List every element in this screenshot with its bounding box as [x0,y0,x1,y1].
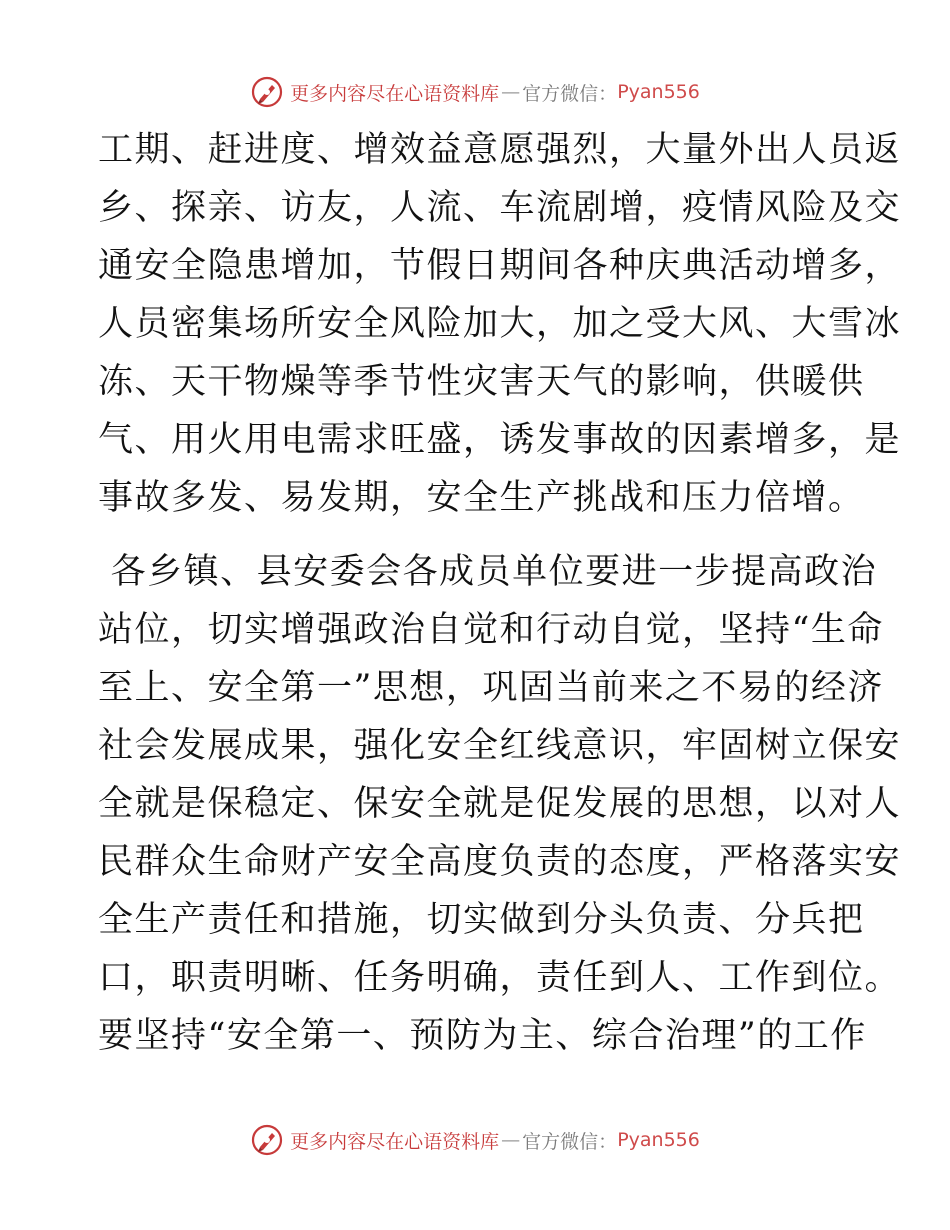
text-line: 至上、安全第一”思想，巩固当前来之不易的经济 [98,668,884,708]
banner-wechat-label: 官方微信： [522,1130,618,1153]
pen-logo-icon [250,75,284,109]
text-line: 各乡镇、县安委会各成员单位要进一步提高政治 [98,552,878,592]
text-line: 工期、赶进度、增效益意愿强烈，大量外出人员返 [98,130,902,170]
banner-wechat-id: Pyan556 [617,1129,700,1151]
text-line: 社会发展成果，强化安全红线意识，牢固树立保安 [98,726,902,766]
text-line: 通安全隐患增加，节假日期间各种庆典活动增多， [98,246,902,286]
banner-separator: — [501,81,521,103]
banner-wechat-id: Pyan556 [617,81,700,103]
text-line: 民群众生命财产安全高度负责的态度，严格落实安 [98,842,902,882]
banner-separator: — [501,1129,521,1151]
banner-wechat-label: 官方微信： [522,82,618,105]
text-line: 乡、探亲、访友，人流、车流剧增，疫情风险及交 [98,188,902,228]
text-line: 要坚持“安全第一、预防为主、综合治理”的工作 [98,1016,867,1056]
text-line: 口，职责明晰、任务明确，责任到人、工作到位。 [98,958,902,998]
document-body [98,121,902,1065]
pen-logo-icon [250,1123,284,1157]
banner-title: 更多内容尽在心语资料库 [290,82,500,105]
footer-banner [0,1120,950,1160]
text-line: 全就是保稳定、保安全就是促发展的思想，以对人 [98,784,902,824]
header-banner [0,72,950,112]
text-line: 站位，切实增强政治自觉和行动自觉，坚持“生命 [98,610,884,650]
text-line: 人员密集场所安全风险加大，加之受大风、大雪冰 [98,304,902,344]
banner-title: 更多内容尽在心语资料库 [290,1130,500,1153]
paragraph-gap [98,527,858,543]
paragraph-2 [98,543,902,1065]
text-line: 气、用火用电需求旺盛，诱发事故的因素增多，是 [98,420,902,460]
text-line: 全生产责任和措施，切实做到分头负责、分兵把 [98,900,865,940]
paragraph-1 [98,121,902,527]
text-line: 事故多发、易发期，安全生产挑战和压力倍增。 [98,478,865,518]
text-line: 冻、天干物燥等季节性灾害天气的影响，供暖供 [98,362,865,402]
